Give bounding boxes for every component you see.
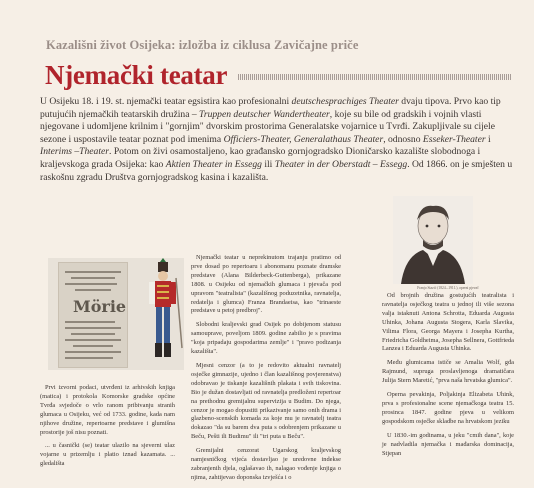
theatre-poster-image bbox=[48, 258, 184, 370]
column-paragraph: Gremijalni cenzorat Ugarskog kraljevskog namjesničkog vijeća dostavljao je uredovne indekse zabranjenih djela, oglašavao ih, nalagao vođenje knjiga o njima, zahtijevao doponska izvješća i o bbox=[191, 447, 341, 481]
column-paragraph: Prvi izvorni podaci, utvrđeni iz arhivskih knjiga (matica) i protokola Komorske gradske općine Tvrđa svjedoče o vrlo ranom pribivanju stranih glumaca u Osijeku, već od 1733. godine, kada nam njihove družine, repertoarne predstave i glumišna prostorije još nisu poznati. bbox=[40, 384, 175, 436]
column-paragraph: Mjesni cenzor (a to je redovito aktualni ravnatelj osječke gimnazije, ujedno i član kazališnog povjerenstva) odobravao je tiskanje kazališnih plakata i svih tiskovina. Bio je dužan dostavljati od ravnatelja predloženi repertoar na prethodnu gremijalnu supervizija u Budim. Do njega, cenzor je mogao dopustiti prikazivanje samo onih drama i glazbeno-scenskih komada za koje mu je ravnatelj teatra dokazao "da su barem dva puta s odobrenjem prikazane u Beču, Pešti ili Budimu" ili "tri puta u Beču". bbox=[191, 361, 341, 441]
text-column-left bbox=[40, 384, 175, 474]
portrait-engraving bbox=[393, 196, 473, 284]
hussar-soldier-illustration bbox=[140, 258, 184, 370]
playbill-poster bbox=[58, 262, 128, 368]
column-paragraph: Od brojnih družina gostujućih teatralista i ravnatelja osječkog teatra u jednoj ili više sezona valja istaknuti Antona Schrotta, Eduarda Augusta Uhinka, Johana Augusta Stogera, Karla Slavika, Vilima Flora, Georga Mayera i Josepha Kurtha, Friedricha Goldheima, Josepha Sellnera, Gottfrieda Lanzea i Eduarda Augusta Uhinka. bbox=[382, 292, 514, 353]
column-paragraph: Operna pevakinja, Poljakinja Elizabeta Uhink, prva s profesionalne scene njemačkoga teatra 15. prosinca 1847. godine pjeva u velikom gospodskom osječke skladbe na hrvatskom jeziku bbox=[382, 391, 514, 425]
exhibition-supertitle: Kazališni život Osijeka: izložba iz ciklusa Zavičajne priče bbox=[46, 38, 359, 52]
intro-paragraph: U Osijeku 18. i 19. st. njemački teatar egsistira kao profesionalni deutschesprachiges Theater dvaju tipova. Prvo kao tip putujućih njemačkih teatarskih družina – Truppen deutscher Wandertheater, koje su bile od gradskih i vojnih vlasti njegovane i udomljene krilnim i "gornjim" dvorskim prostorima Generalatske vojarnice u Tvrđi. Zakupljivale su cijele sezone i uspostavile teatar poznat pod imenima Officiers-Theater, Generalathaus Theater, odnosno Esseker-Theater i Interims –Theater. Potom on živi osamostaljeno, kao građansko gornjogradsko Dioničarsko kazalište slobodnoga i kraljevskoga grada Osijeka: kao Aktien Theater in Essegg ili Theater in der Oberstadt – Essegg. Od 1866. on je smješten u raskošnu zgradu Društva gornjogradskog kasina i kazališta. bbox=[40, 96, 513, 183]
column-paragraph: Njemački teatar u neprekinutom trajanju pratimo od prve dosad po repertoaru i abonomanu poznate dramske predstave (Alana Bilderbeck-Guttenberga), prikazane 1808. u Osijeku od njemačkih glumaca i pjevača pod upravom "teatralista" (kazališnog poduzetnika, ravnatelja, redatelja i glumca) Franza Brandaeisa, kao "trinaeste predstave u petoj predbroj". bbox=[191, 254, 341, 315]
portrait-caption: Franjo Stazić (1824.–1911.), operni pjevač bbox=[417, 286, 479, 290]
column-paragraph: ... u časnički (se) teatar ulazilo na sjeverni ulaz vojarne u prizemlju i platio iznad kazamata. ... gledališta bbox=[40, 442, 175, 468]
portrait-figure bbox=[393, 196, 473, 284]
text-column-middle bbox=[191, 254, 341, 488]
column-paragraph: Slobodni kraljevski grad Osijek po dobijenom statusu samouprave, poveljom 1809. godine zabilio je s pravima "koja pripadaju gospodarima zemlje" i "pravo podizanja kazališta". bbox=[191, 321, 341, 356]
title-decorative-rule bbox=[238, 74, 512, 80]
column-paragraph: U 1830.-im godinama, u jeku "cmih dana", koje je nadvladila njemačka i mađarska dominacija, Stjepan bbox=[382, 431, 514, 457]
text-column-right bbox=[382, 292, 514, 463]
page-title: Njemački teatar bbox=[45, 60, 228, 90]
column-paragraph: Među glumicama ističe se Amalia Wolf, gđa Rajmund, supruga proslavljenoga dramatičara Julija Stern Maretić, "prva naša hrvatska glumica". bbox=[382, 359, 514, 385]
poster-title-word: Mörie bbox=[73, 297, 127, 316]
